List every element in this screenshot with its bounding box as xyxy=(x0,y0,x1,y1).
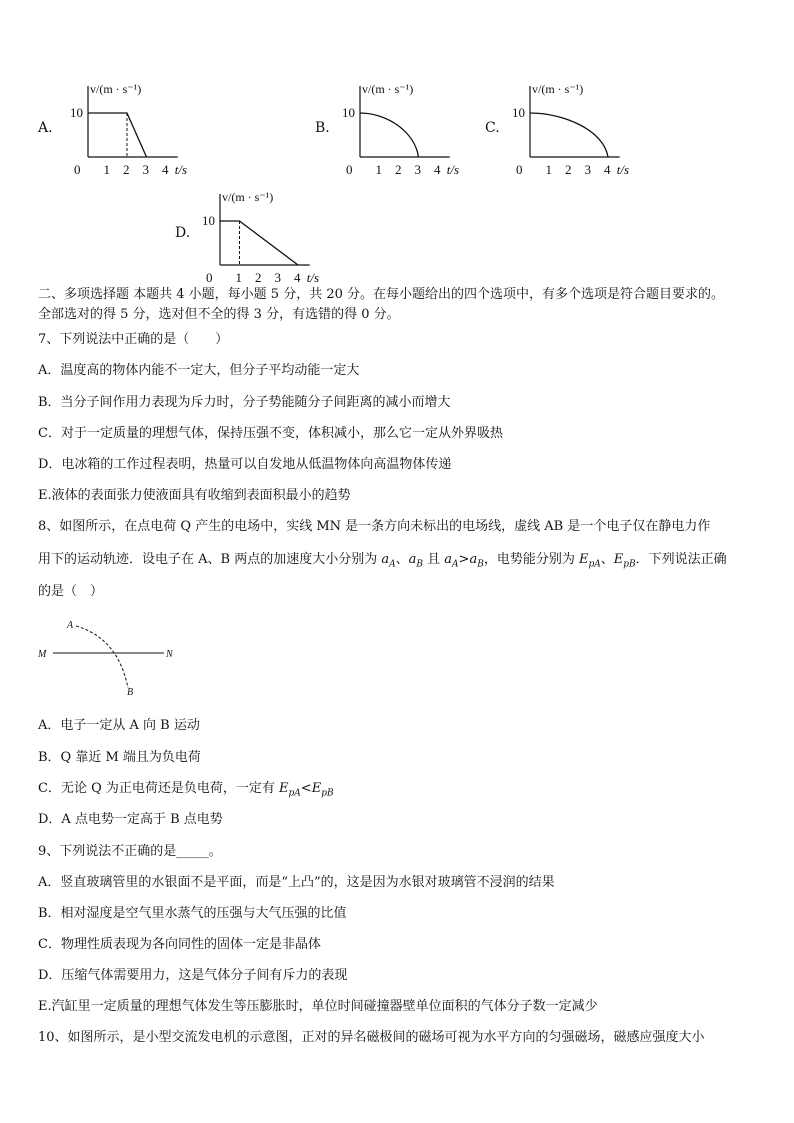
q8-stem-part: 用下的运动轨迹．设电子在 A、B 两点的加速度大小分别为 xyxy=(38,552,382,567)
point-m-label: M xyxy=(38,649,47,660)
x-tick-label: 2 xyxy=(123,162,130,177)
t-axis-label: t/s xyxy=(174,162,188,177)
x-tick-label: 3 xyxy=(274,270,281,285)
q10-stem: 10、如图所示，是小型交流发电机的示意图，正对的异名磁极间的磁场可视为水平方向的匀强磁场，磁感应强度大小 xyxy=(38,1030,705,1045)
option-letter: A. xyxy=(38,120,53,136)
option-letter: B. xyxy=(315,120,330,136)
velocity-time-graph xyxy=(68,80,228,180)
velocity-curve xyxy=(360,113,419,157)
x-tick-label: 0 xyxy=(516,162,523,177)
q9-option-c: C．物理性质表现为各向同性的固体一定是非晶体 xyxy=(38,937,321,952)
y-tick-label: 10 xyxy=(70,105,83,120)
q9-option-e: E.汽缸里一定质量的理想气体发生等压膨胀时，单位时间碰撞器壁单位面积的气体分子数一定减少 xyxy=(38,999,598,1014)
y-tick-label: 10 xyxy=(342,105,355,120)
q8-stem-part: ，电势能分别为 xyxy=(483,552,579,567)
option-letter: C. xyxy=(485,120,500,136)
q8-stem-part: ．下列说法正确 xyxy=(635,552,727,567)
x-tick-label: 4 xyxy=(604,162,611,177)
y-tick-label: 10 xyxy=(202,213,215,228)
q8-option-d: D．A 点电势一定高于 B 点电势 xyxy=(38,812,223,827)
x-tick-label: 2 xyxy=(395,162,402,177)
y-tick-label: 10 xyxy=(512,105,525,120)
option-letter: D. xyxy=(175,225,191,241)
q8-field-line-diagram xyxy=(36,618,186,698)
q8-option-a: A．电子一定从 A 向 B 运动 xyxy=(38,718,200,733)
q8-option-c-text: C．无论 Q 为正电荷还是负电荷，一定有 xyxy=(38,781,280,796)
q7-option-d: D．电冰箱的工作过程表明，热量可以自发地从低温物体向高温物体传递 xyxy=(38,457,452,472)
x-tick-label: 0 xyxy=(346,162,353,177)
q7-option-e: E.液体的表面张力使液面具有收缩到表面积最小的趋势 xyxy=(38,488,351,503)
v-axis-label: v/(m · s⁻¹) xyxy=(362,82,414,96)
graph-option-b xyxy=(315,80,505,180)
q7-option-a: A．温度高的物体内能不一定大，但分子平均动能一定大 xyxy=(38,363,360,378)
v-axis-label: v/(m · s⁻¹) xyxy=(90,82,142,96)
graph-option-d xyxy=(175,188,365,288)
x-tick-label: 1 xyxy=(103,162,110,177)
q9-option-a: A．竖直玻璃管里的水银面不是平面，而是“上凸”的，这是因为水银对玻璃管不浸润的结果 xyxy=(38,875,555,890)
q8-stem-line1: 8、如图所示，在点电荷 Q 产生的电场中，实线 MN 是一条方向未标出的电场线，虚线 AB 是一个电子仅在静电力作 xyxy=(38,519,711,534)
x-tick-label: 0 xyxy=(206,270,213,285)
velocity-curve xyxy=(220,221,298,265)
x-tick-label: 1 xyxy=(235,270,242,285)
q7-stem: 7、下列说法中正确的是（ ） xyxy=(38,332,229,347)
velocity-curve xyxy=(88,113,147,157)
graph-option-c xyxy=(485,80,675,180)
velocity-curve xyxy=(530,113,608,157)
x-tick-label: 3 xyxy=(414,162,421,177)
x-tick-label: 1 xyxy=(375,162,382,177)
x-tick-label: 3 xyxy=(142,162,149,177)
t-axis-label: t/s xyxy=(306,270,320,285)
q9-option-d: D．压缩气体需要用力，这是气体分子间有斥力的表现 xyxy=(38,968,348,983)
t-axis-label: t/s xyxy=(616,162,630,177)
x-tick-label: 0 xyxy=(74,162,81,177)
v-axis-label: v/(m · s⁻¹) xyxy=(222,190,274,204)
velocity-time-graph xyxy=(340,80,500,180)
point-b-label: B xyxy=(127,687,134,698)
v-axis-label: v/(m · s⁻¹) xyxy=(532,82,584,96)
x-tick-label: 2 xyxy=(255,270,262,285)
q7-option-b: B．当分子间作用力表现为斥力时，分子势能随分子间距离的减小而增大 xyxy=(38,395,451,410)
q8-option-c: C．无论 Q 为正电荷还是负电荷，一定有 $E_{pA}<E_{pB}$ xyxy=(38,781,334,799)
q7-option-c: C．对于一定质量的理想气体，保持压强不变，体积减小，那么它一定从外界吸热 xyxy=(38,426,503,441)
x-tick-label: 3 xyxy=(584,162,591,177)
velocity-time-graph xyxy=(200,188,360,288)
section-heading: 二、多项选择题 本题共 4 小题，每小题 5 分，共 20 分。在每小题给出的四个选项中，有多个选项是符合题目要求的。 xyxy=(38,287,725,302)
x-tick-label: 2 xyxy=(565,162,572,177)
x-tick-label: 4 xyxy=(294,270,301,285)
x-tick-label: 4 xyxy=(434,162,441,177)
q9-stem: 9、下列说法不正确的是_____。 xyxy=(38,844,222,859)
q8-stem-line3: 的是（ ） xyxy=(38,584,104,599)
q9-option-b: B．相对湿度是空气里水蒸气的压强与大气压强的比值 xyxy=(38,906,347,921)
section-scoring-note: 全部选对的得 5 分，选对但不全的得 3 分，有选错的得 0 分。 xyxy=(38,307,400,322)
point-n-label: N xyxy=(166,649,173,660)
q8-stem-line2: 用下的运动轨迹．设电子在 A、B 两点的加速度大小分别为 $a_A$、$a_B$ 且 $a_A>a_B$，电势能分别为 $E_{pA}$、$E_{pB}$．下列说法正确 xyxy=(38,552,727,570)
velocity-time-graph xyxy=(510,80,670,180)
x-tick-label: 4 xyxy=(162,162,169,177)
point-a-label: A xyxy=(67,620,74,631)
q8-option-b: B．Q 靠近 M 端且为负电荷 xyxy=(38,750,201,765)
x-tick-label: 1 xyxy=(545,162,552,177)
t-axis-label: t/s xyxy=(446,162,460,177)
graph-option-a xyxy=(38,80,228,180)
